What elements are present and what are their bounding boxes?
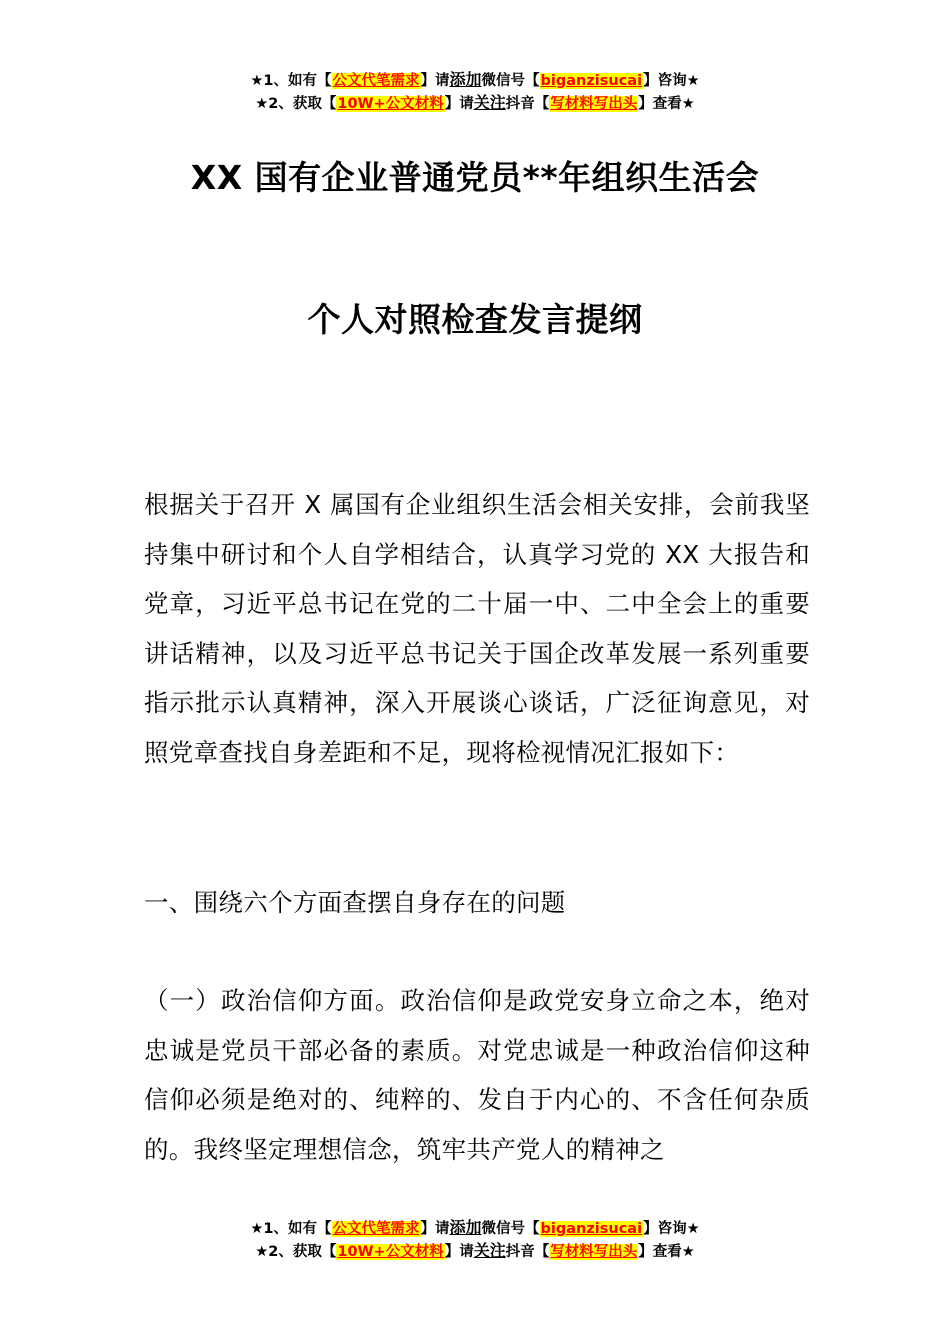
promo-text: 】查看★ bbox=[638, 96, 695, 112]
wechat-id-highlight: biganzisucai bbox=[540, 73, 643, 89]
promo-text: 抖音【 bbox=[505, 96, 550, 112]
promo-text: ★1、如有【 bbox=[250, 1221, 332, 1237]
promo-highlight: 公文代笔需求 bbox=[332, 73, 420, 89]
promo-text: 】请 bbox=[420, 73, 450, 89]
promo-banner-top bbox=[0, 69, 950, 115]
promo-emphasis: 关注 bbox=[473, 93, 506, 112]
promo-highlight: 10W+公文材料 bbox=[337, 96, 444, 112]
promo-text: 】咨询★ bbox=[643, 73, 700, 89]
promo-text: ★2、获取【 bbox=[255, 1244, 337, 1260]
douyin-id-highlight: 写材料写出头 bbox=[550, 96, 638, 112]
promo-text: 微信号【 bbox=[481, 1221, 540, 1237]
promo-highlight: 10W+公文材料 bbox=[337, 1244, 444, 1260]
promo-emphasis: 添加 bbox=[449, 1218, 482, 1237]
promo-line-1 bbox=[0, 1217, 950, 1240]
promo-emphasis: 添加 bbox=[449, 70, 482, 89]
political-belief-paragraph: （一）政治信仰方面。政治信仰是政党安身立命之本，绝对忠诚是党员干部必备的素质。对党忠诚是一种政治信仰这种信仰必须是绝对的、纯粹的、发自于内心的、不含任何杂质的。我终坚定理想信念，筑牢共产党人的精神之 bbox=[144, 986, 810, 1164]
section-heading: 一、围绕六个方面查摆自身存在的问题 bbox=[144, 888, 566, 917]
document-title-line-1: XX 国有企业普通党员**年组织生活会 bbox=[190, 158, 760, 197]
promo-text: 】咨询★ bbox=[643, 1221, 700, 1237]
document-title-line-2: 个人对照检查发言提纲 bbox=[307, 300, 643, 339]
promo-line-2 bbox=[0, 92, 950, 115]
promo-text: 微信号【 bbox=[481, 73, 540, 89]
promo-text: ★1、如有【 bbox=[250, 73, 332, 89]
promo-banner-bottom bbox=[0, 1217, 950, 1263]
promo-emphasis: 关注 bbox=[473, 1241, 506, 1260]
promo-text: 抖音【 bbox=[505, 1244, 550, 1260]
promo-text: 】请 bbox=[444, 1244, 474, 1260]
promo-text: 】请 bbox=[444, 96, 474, 112]
promo-highlight: 公文代笔需求 bbox=[332, 1221, 420, 1237]
promo-text: 】查看★ bbox=[638, 1244, 695, 1260]
promo-line-1 bbox=[0, 69, 950, 92]
promo-line-2 bbox=[0, 1240, 950, 1263]
wechat-id-highlight: biganzisucai bbox=[540, 1221, 643, 1237]
intro-paragraph: 根据关于召开 X 属国有企业组织生活会相关安排，会前我坚持集中研讨和个人自学相结合，认真学习党的 XX 大报告和党章，习近平总书记在党的二十届一中、二中全会上的重要讲话精神，以及习近平总书记关于国企改革发展一系列重要指示批示认真精神，深入开展谈心谈话，广泛征询意见，对照党章查找自身差距和不足，现将检视情况汇报如下： bbox=[144, 490, 810, 767]
promo-text: 】请 bbox=[420, 1221, 450, 1237]
promo-text: ★2、获取【 bbox=[255, 96, 337, 112]
douyin-id-highlight: 写材料写出头 bbox=[550, 1244, 638, 1260]
